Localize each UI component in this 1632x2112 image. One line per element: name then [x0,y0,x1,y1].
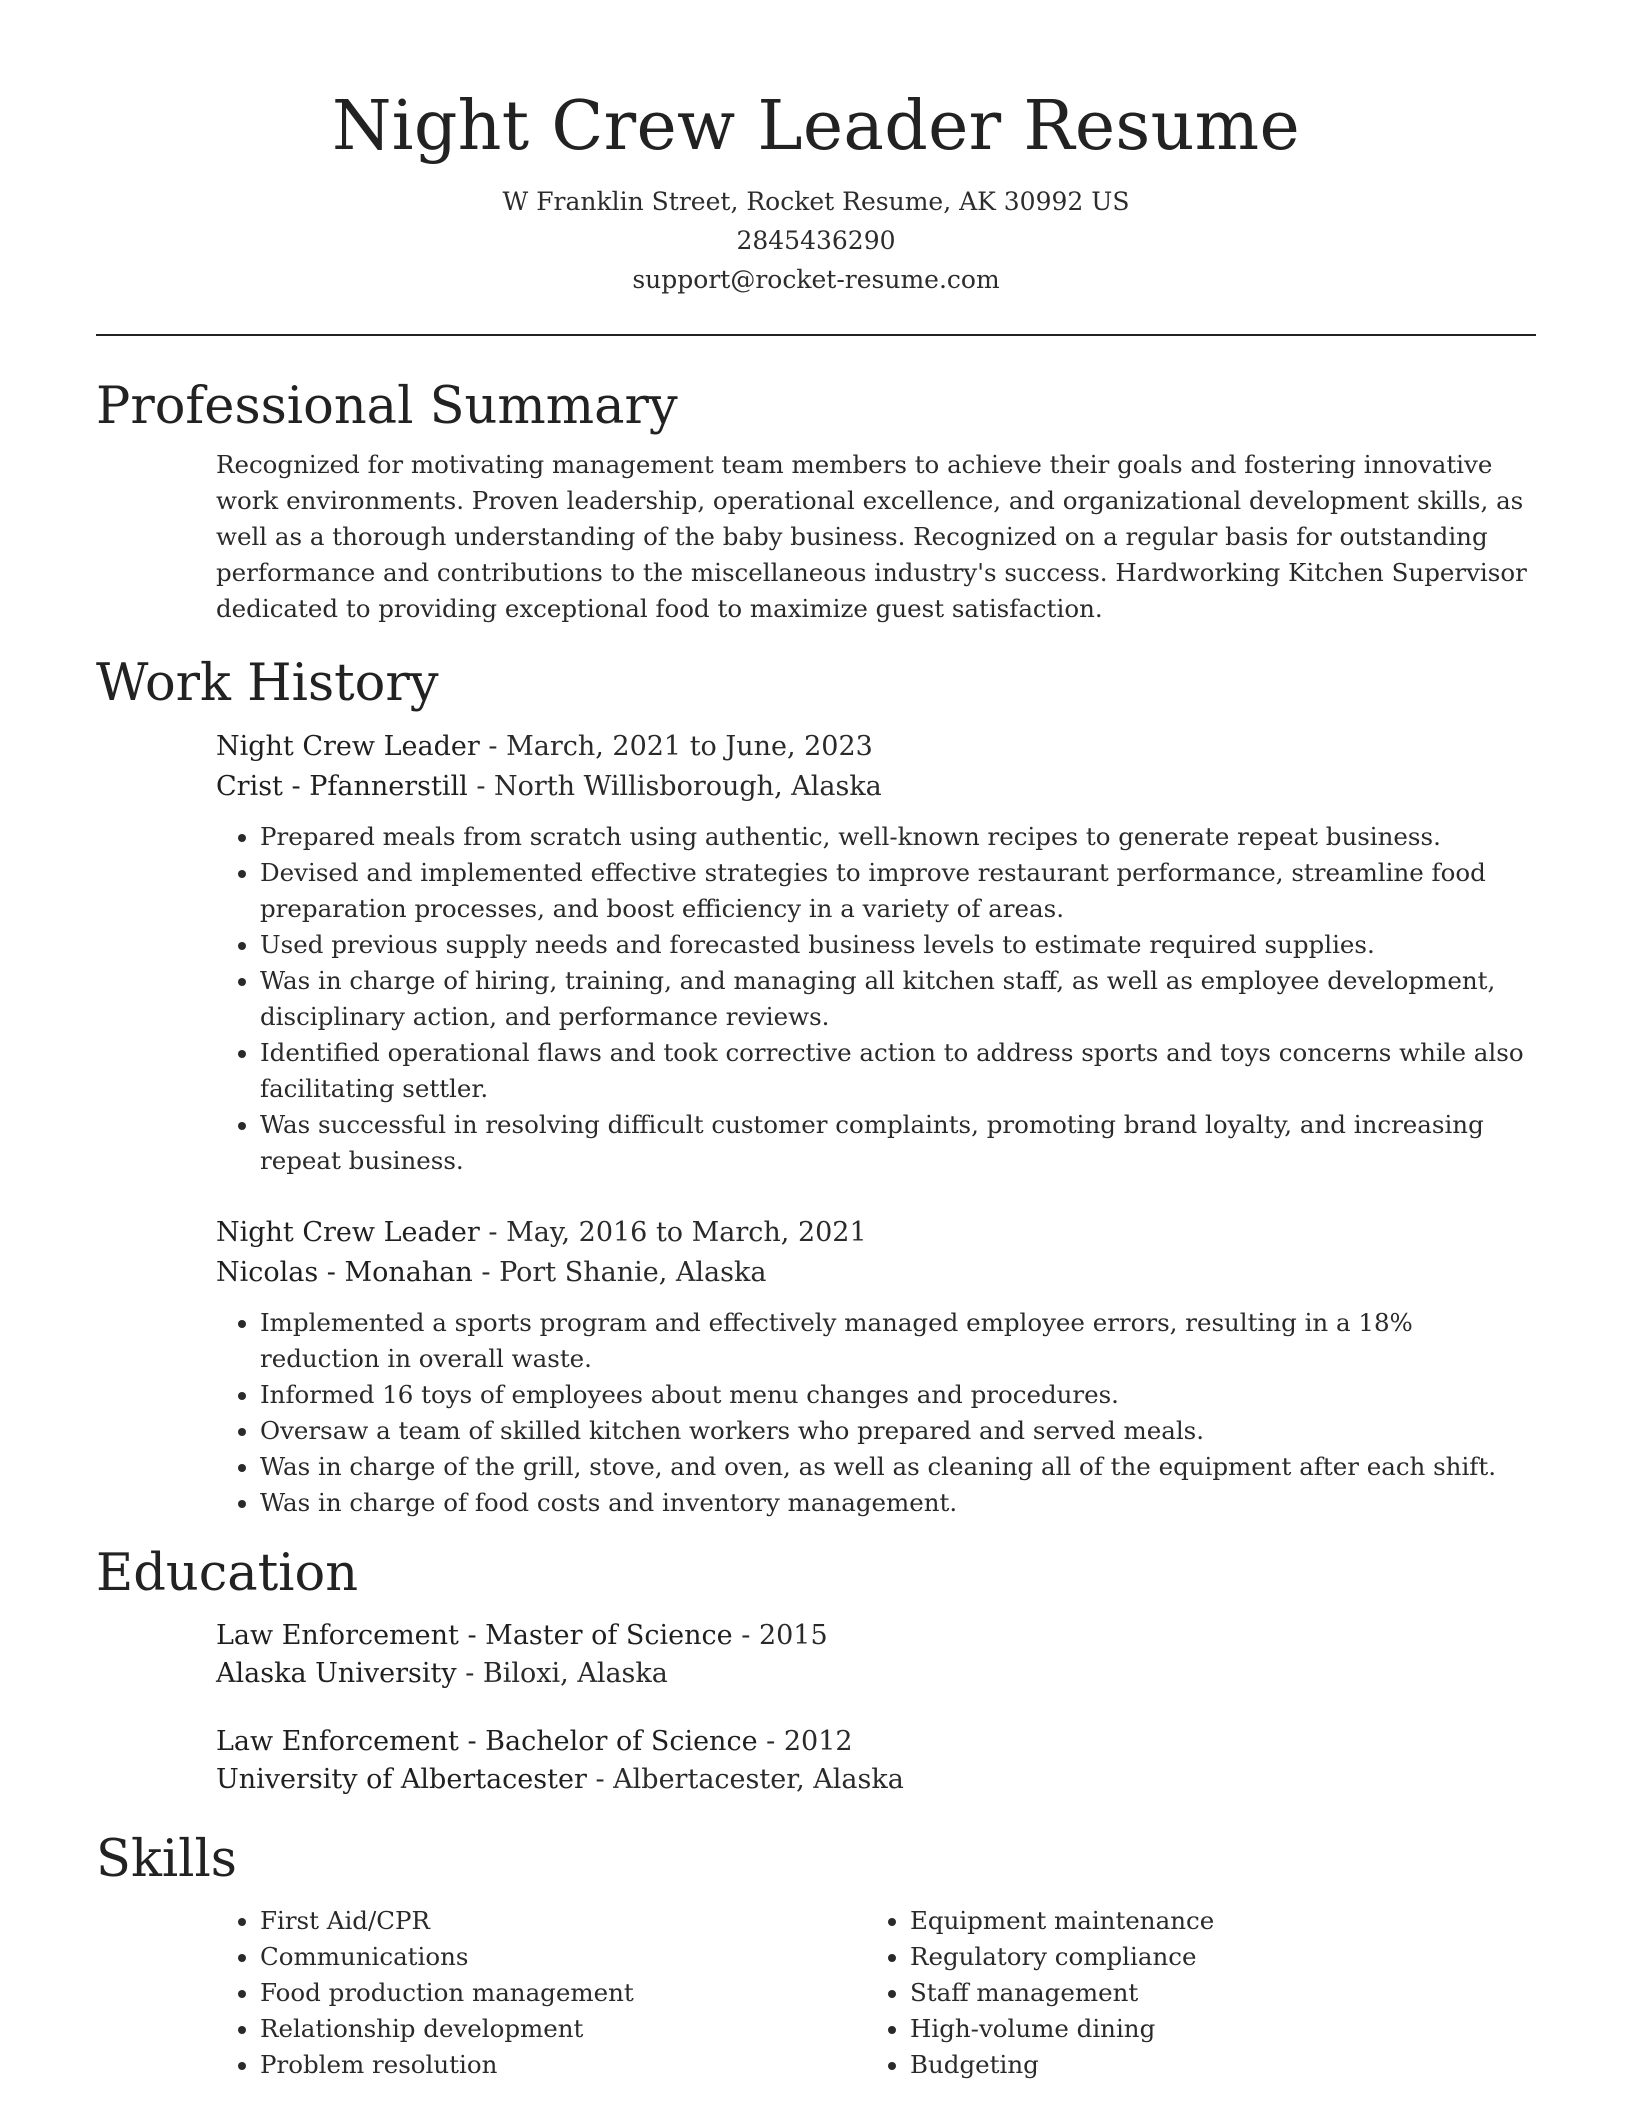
skills-heading: Skills [96,1830,237,1889]
job-company: Crist - Pfannerstill [216,771,468,802]
job-bullet: • Was successful in resolving difficult customer complaints, promoting brand loyalty, and increasing repeat business. [260,1107,1536,1179]
contact-email: support@rocket-resume.com [632,265,1000,294]
education-school-line [216,1655,1536,1693]
education-school: Alaska University [216,1658,457,1689]
contact-info [96,182,1536,299]
work-history-heading: Work History [96,654,439,713]
job-location: - North Willisborough, Alaska [467,771,882,802]
job-position: Night Crew Leader [216,731,480,762]
skill-item: • Staff management [910,1975,1516,2011]
resume-title: Night Crew Leader Resume [332,87,1300,166]
skill-item: • Communications [260,1939,866,1975]
skill-item: • Food production management [260,1975,866,2011]
job-dates: - May, 2016 to March, 2021 [479,1217,867,1248]
education-heading: Education [96,1544,359,1603]
job-bullet: • Identified operational flaws and took corrective action to address sports and toys concerns while also facilitating settler. [260,1035,1536,1107]
job-bullet: • Implemented a sports program and effectively managed employee errors, resulting in a 18% reduction in overall waste. [260,1305,1536,1377]
summary-heading: Professional Summary [96,377,678,436]
job-bullet: • Prepared meals from scratch using authentic, well-known recipes to generate repeat business. [260,819,1536,855]
job-bullet: • Used previous supply needs and forecasted business levels to estimate required supplies. [260,927,1536,963]
job-entry [216,727,1536,1179]
resume-page [96,0,1536,2083]
contact-phone: 2845436290 [736,226,896,255]
skill-item: • Equipment maintenance [910,1903,1516,1939]
job-bullet: • Devised and implemented effective strategies to improve restaurant performance, streamline food preparation processes, and boost efficiency in a variety of areas. [260,855,1536,927]
contact-address: W Franklin Street, Rocket Resume, AK 30992 US [502,187,1130,216]
education-school: University of Albertacester [216,1764,587,1795]
skill-item: • Problem resolution [260,2047,866,2083]
skills-list [866,1903,1516,2083]
education-year: - 2015 [732,1620,828,1651]
summary-section [96,372,1536,627]
job-bullet-list [216,819,1536,1179]
education-section [96,1539,1536,1799]
education-entry [216,1723,1536,1799]
job-bullet: • Oversaw a team of skilled kitchen workers who prepared and served meals. [260,1413,1536,1449]
job-bullet-list [216,1305,1536,1521]
job-bullet: • Informed 16 toys of employees about menu changes and procedures. [260,1377,1536,1413]
skill-item: • Budgeting [910,2047,1516,2083]
job-bullet: • Was in charge of hiring, training, and managing all kitchen staff, as well as employee development, disciplinary action, and performance reviews. [260,963,1536,1035]
header-divider [96,334,1536,336]
education-school-line [216,1761,1536,1799]
job-location: - Port Shanie, Alaska [472,1257,767,1288]
education-location: - Albertacester, Alaska [586,1764,904,1795]
education-degree-line [216,1617,1536,1655]
skill-item: • Regulatory compliance [910,1939,1516,1975]
skill-item: • High-volume dining [910,2011,1516,2047]
summary-text: Recognized for motivating management team members to achieve their goals and fostering innovative work environments. Proven leadership, operational excellence, and organizational development skills, as well as a thorough understanding of the baby business. Recognized on a regular basis for outstanding performance and contributions to the miscellaneous industry's success. Hardworking Kitchen Supervisor dedicated to providing exceptional food to maximize guest satisfaction. [216,450,1527,623]
job-title-line [216,727,1536,767]
job-bullet: • Was in charge of food costs and inventory management. [260,1485,1536,1521]
job-bullet: • Was in charge of the grill, stove, and oven, as well as cleaning all of the equipment after each shift. [260,1449,1536,1485]
job-company-line [216,767,1536,807]
job-position: Night Crew Leader [216,1217,480,1248]
education-entry [216,1617,1536,1693]
skill-item: • Relationship development [260,2011,866,2047]
education-degree: Law Enforcement - Bachelor of Science [216,1726,758,1757]
skills-column-left [216,1903,866,2083]
skills-grid [216,1903,1536,2083]
education-year: - 2012 [757,1726,853,1757]
job-company-line [216,1253,1536,1293]
education-degree-line [216,1723,1536,1761]
education-degree: Law Enforcement - Master of Science [216,1620,733,1651]
job-entry [216,1213,1536,1521]
job-title-line [216,1213,1536,1253]
skill-item: • First Aid/CPR [260,1903,866,1939]
job-company: Nicolas - Monahan [216,1257,473,1288]
skills-list [216,1903,866,2083]
skills-column-right [866,1903,1516,2083]
skills-section [96,1825,1536,2083]
work-history-section [96,649,1536,1521]
resume-header [96,0,1536,299]
education-location: - Biloxi, Alaska [456,1658,668,1689]
job-dates: - March, 2021 to June, 2023 [479,731,873,762]
